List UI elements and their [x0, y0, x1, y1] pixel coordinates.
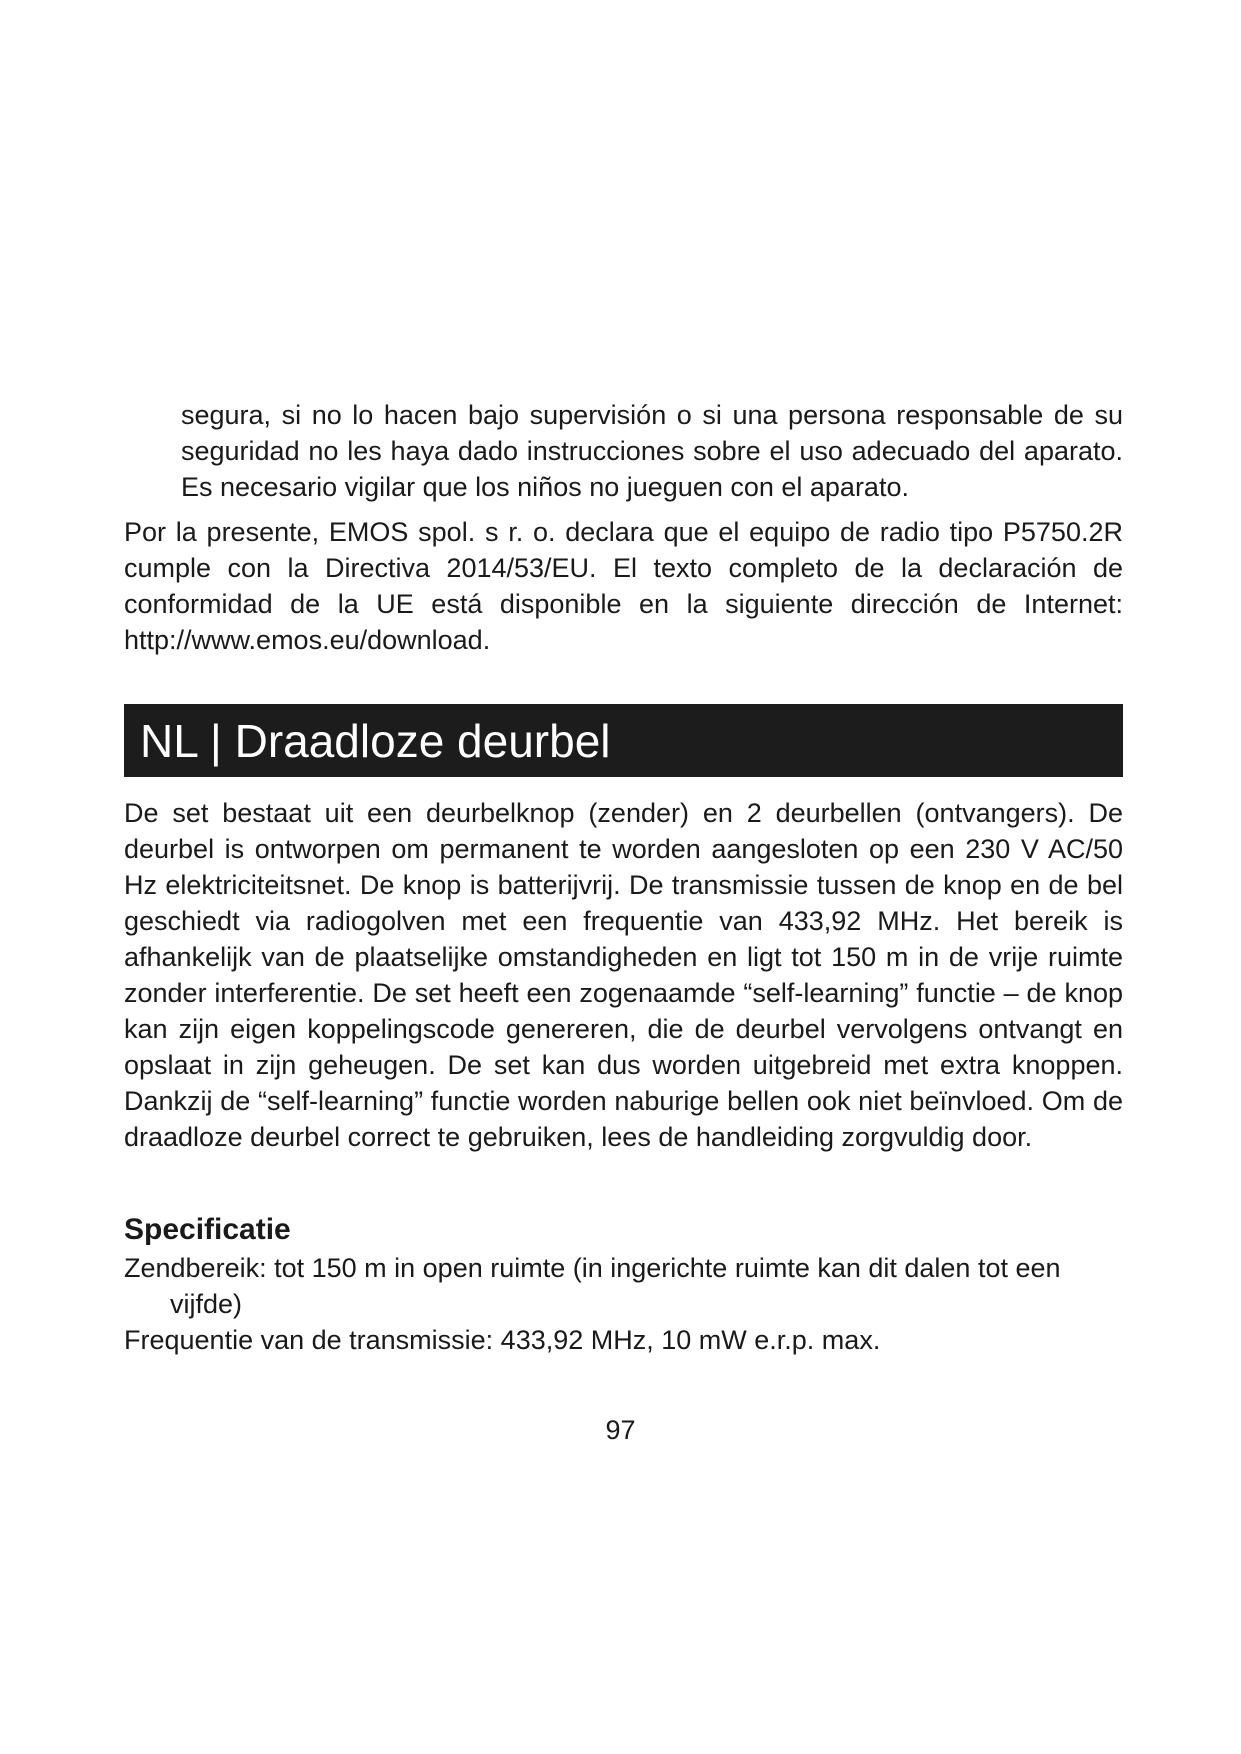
spec-list	[124, 1250, 1123, 1358]
continuation-paragraph: segura, si no lo hacen bajo supervisión o si una persona responsable de su seguridad no les haya dado instrucciones sobre el uso adecuado del aparato. Es necesario vigilar que los niños no jueguen con el aparato.	[181, 400, 1123, 502]
section-heading-bar	[124, 704, 1123, 777]
spec-item-range: Zendbereik: tot 150 m in open ruimte (in ingerichte ruimte kan dit dalen tot een vijfde)	[124, 1253, 1061, 1319]
page-number: 97	[605, 1415, 636, 1445]
intro-paragraph: De set bestaat uit een deurbelknop (zender) en 2 deurbellen (ontvangers). De deurbel is ontworpen om permanent te worden aangesloten op een 230 V AC/50 Hz elektriciteitsnet. De knop is batterijvrij. De transmissie tussen de knop en de bel geschiedt via radiogolven met een frequentie van 433,92 MHz. Het bereik is afhankelijk van de plaatselijke omstandigheden en ligt tot 150 m in de vrije ruimte zonder interferentie. De set heeft een zogenaamde “self-learning” functie – de knop kan zijn eigen koppelingscode genereren, die de deurbel vervolgens ontvangt en opslaat in zijn geheugen. De set kan dus worden uitgebreid met extra knoppen. Dankzij de “self-learning” functie worden naburige bellen ook niet beïnvloed. Om de draadloze deurbel correct te gebruiken, lees de handleiding zorgvuldig door.	[124, 798, 1123, 1152]
spec-title: Specificatie	[124, 1213, 291, 1246]
spec-item-frequency: Frequentie van de transmissie: 433,92 MHz, 10 mW e.r.p. max.	[124, 1325, 881, 1355]
declaration-paragraph: Por la presente, EMOS spol. s r. o. declara que el equipo de radio tipo P5750.2R cumple con la Directiva 2014/53/EU. El texto completo de la declaración de conformidad de la UE está disponible en la siguiente dirección de Internet: http://www.emos.eu/download.	[124, 517, 1123, 655]
section-heading: NL | Draadloze deurbel	[140, 714, 611, 767]
